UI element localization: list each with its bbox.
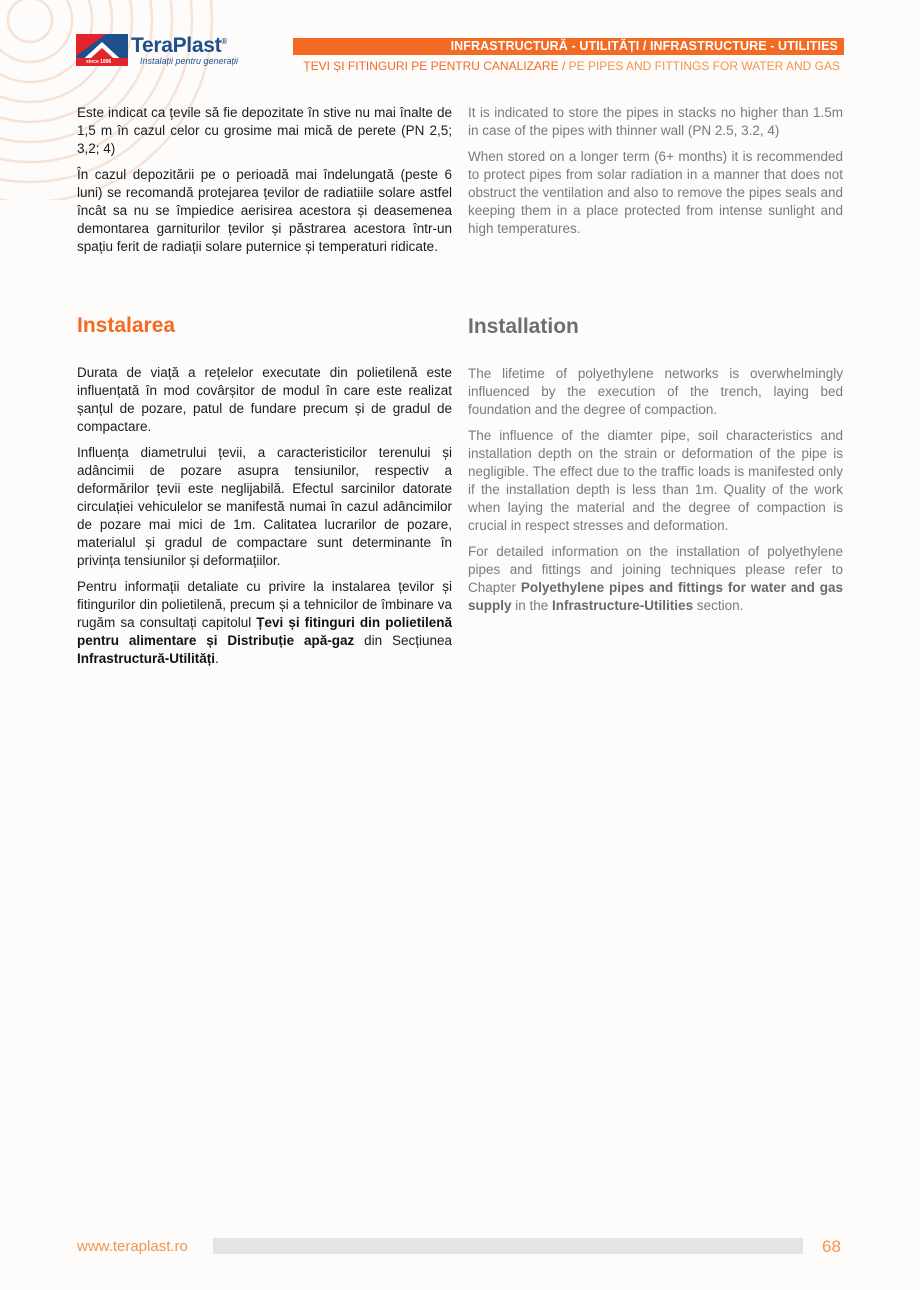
website-link[interactable]: www.teraplast.ro bbox=[77, 1238, 188, 1255]
storage-en-paragraph-1: It is indicated to store the pipes in stacks no higher than 1.5m in case of the pipes with thinner wall (PN 2.5, 3.2, 4) bbox=[468, 105, 843, 138]
section-reference-ro: Infrastructură-Utilități bbox=[77, 651, 216, 666]
installation-en-paragraph-1: The lifetime of polyethylene networks is overwhelmingly influenced by the execution of the trench, laying bed foundation and the degree of compaction. bbox=[468, 366, 843, 417]
chapter-reference-ro: Țevi și fitinguri din polietilenă pentru alimentare și Distribuție apă-gaz bbox=[77, 615, 452, 648]
subtitle-en: PE PIPES AND FITTINGS FOR WATER AND GAS bbox=[568, 59, 840, 73]
logo-tagline: Instalații pentru generații bbox=[140, 56, 239, 66]
installation-ro-paragraph-2: Influența diametrului țevii, a caracteristicilor terenului și adâncimii de pozare asupra tensiunilor, respectiv a deformărilor țevii este neglijabilă. Efectul sarcinilor datorate circulației vehiculelor se manifestă numai în cazul adâncimilor de pozare mai mici de 1m. Calitatea lucrarilor de pozare, materialul și gradul de compactare sunt determinante în privința tensiunilor și deformațiilor. bbox=[77, 445, 452, 568]
storage-en-paragraph-2: When stored on a longer term (6+ months) it is recommended to protect pipes from solar radiation in a manner that does not obstruct the ventilation and also to remove the pipes seals and keeping them in a place protected from intense sunlight and high temperatures. bbox=[468, 149, 843, 236]
chapter-subtitle bbox=[303, 59, 840, 73]
logo-registered-mark: ® bbox=[221, 37, 227, 46]
section-banner: INFRASTRUCTURĂ - UTILITĂȚI / INFRASTRUCTURE - UTILITIES bbox=[293, 38, 844, 55]
subtitle-ro: ȚEVI ȘI FITINGURI PE PENTRU CANALIZARE bbox=[303, 59, 559, 73]
footer-divider-bar bbox=[213, 1238, 803, 1254]
installation-en-paragraph-3: For detailed information on the installation of polyethylene pipes and fittings and joining techniques please refer to Chapter Polyethylene pipes and fittings for water and gas supply in the Infrastructure-Utilities section. bbox=[468, 544, 844, 613]
installation-en-paragraph-2: The influence of the diamter pipe, soil characteristics and installation depth on the strain or deformation of the pipe is negligible. The effect due to the traffic loads is manifested only if the installation depth is less than 1m. Quality of the work when laying the material and the degree of compaction is crucial in respect stresses and deformation. bbox=[468, 428, 843, 533]
installation-ro-paragraph-3: Pentru informații detaliate cu privire la instalarea țevilor și fitingurilor din polietilenă, precum și a tehnicilor de îmbinare va rugăm sa consultați capitolul Țevi și fitinguri din polietilenă pentru alimentare și Distribuție apă-gaz din Secțiunea Infrastructură-Utilități. bbox=[77, 579, 453, 666]
logo-since: since 1896 bbox=[86, 59, 112, 65]
teraplast-logo[interactable] bbox=[76, 34, 246, 70]
storage-ro-paragraph-2: În cazul depozitării pe o perioadă mai îndelungată (peste 6 luni) se recomandă protejarea țevilor de radiatiile solare astfel încât sa nu se împiedice aerisirea acestora și deasemenea demontarea garniturilor țevilor și păstrarea acestora într-un spațiu ferit de radiații solare puternice și temperaturi ridicate. bbox=[77, 167, 452, 254]
installation-heading-ro: Instalarea bbox=[77, 314, 176, 337]
installation-en-column bbox=[468, 365, 843, 615]
installation-ro-column bbox=[77, 364, 452, 668]
section-reference-en: Infrastructure-Utilities bbox=[552, 598, 694, 613]
subtitle-separator: / bbox=[558, 59, 569, 73]
logo-name: TeraPlast® bbox=[131, 34, 227, 57]
installation-ro-paragraph-1: Durata de viață a rețelelor executate din polietilenă este influențată în mod covârșitor de modul în care este realizat șanțul de pozare, patul de fundare precum și de gradul de compactare. bbox=[77, 365, 452, 434]
storage-ro-column bbox=[77, 104, 452, 256]
page-number: 68 bbox=[822, 1237, 841, 1256]
storage-ro-paragraph-1: Este indicat ca țevile să fie depozitate în stive nu mai înalte de 1,5 m în cazul celor cu grosime mai mică de perete (PN 2,5; 3,2; 4) bbox=[77, 105, 452, 156]
chapter-reference-en: Polyethylene pipes and fittings for water and gas supply bbox=[468, 580, 844, 613]
storage-en-column bbox=[468, 104, 843, 238]
installation-heading-en: Installation bbox=[468, 315, 579, 338]
